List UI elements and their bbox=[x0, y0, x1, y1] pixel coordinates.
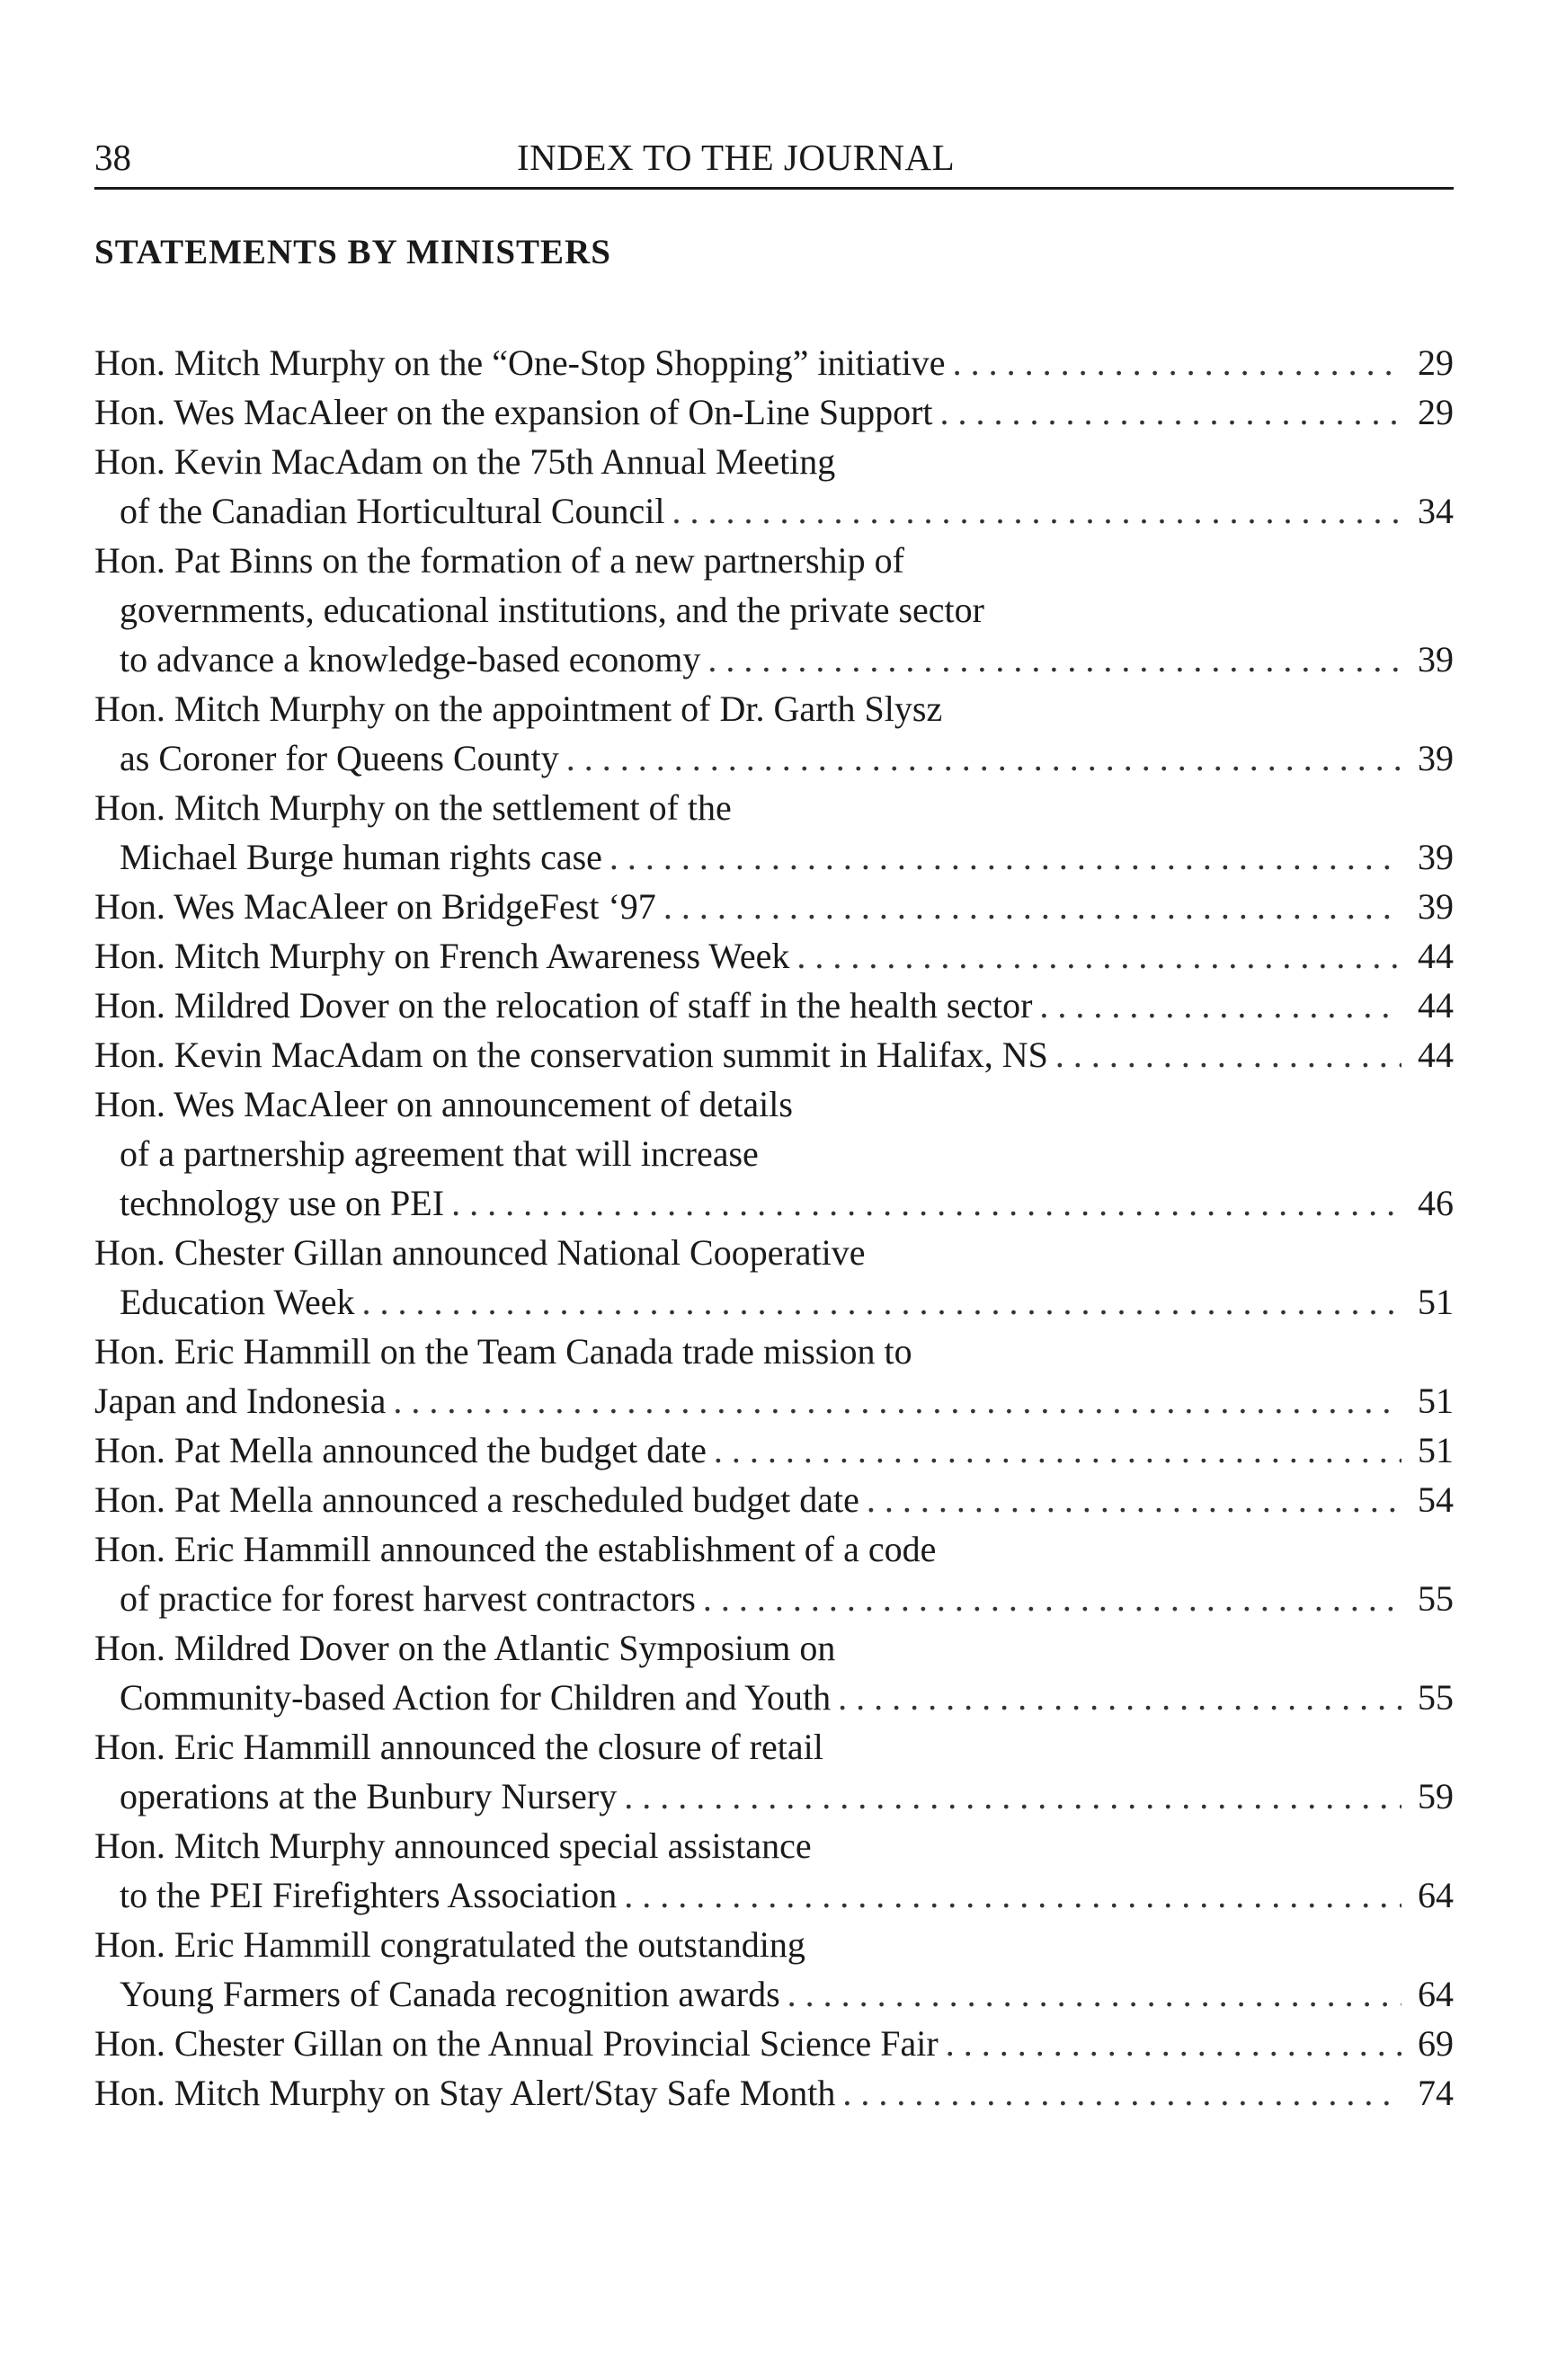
entry-line: Hon. Eric Hammill announced the establishment of a code bbox=[94, 1529, 937, 1569]
dot-leader bbox=[393, 1376, 1401, 1425]
entry-line: Michael Burge human rights case bbox=[120, 837, 602, 877]
index-entry bbox=[94, 1228, 1454, 1327]
entry-page-number: 44 bbox=[1418, 1035, 1454, 1075]
header-rule bbox=[94, 187, 1454, 190]
index-entry bbox=[94, 981, 1454, 1030]
entry-line: of practice for forest harvest contractors bbox=[120, 1578, 696, 1619]
index-entry bbox=[94, 1425, 1454, 1475]
entry-page-number: 34 bbox=[1418, 491, 1454, 531]
entry-line: to the PEI Firefighters Association bbox=[120, 1875, 618, 1915]
dot-leader bbox=[362, 1277, 1401, 1327]
running-title: INDEX TO THE JOURNAL bbox=[517, 137, 956, 178]
entry-page-number: 59 bbox=[1418, 1776, 1454, 1816]
entry-line: Hon. Mitch Murphy on French Awareness Week bbox=[94, 936, 790, 976]
running-header bbox=[94, 135, 1461, 180]
entry-final-line bbox=[94, 1425, 1454, 1475]
entry-page-number: 55 bbox=[1418, 1578, 1454, 1619]
entry-page-number: 74 bbox=[1418, 2073, 1454, 2113]
entry-line: Hon. Eric Hammill congratulated the outstanding bbox=[94, 1924, 805, 1965]
index-entry bbox=[94, 1821, 1454, 1920]
entry-page-number: 39 bbox=[1418, 837, 1454, 877]
entry-line: Hon. Kevin MacAdam on the 75th Annual Meeting bbox=[94, 441, 836, 482]
entry-line: Hon. Mitch Murphy on the appointment of Dr. Garth Slysz bbox=[94, 688, 943, 729]
entry-page-number: 51 bbox=[1418, 1381, 1454, 1421]
entry-line: Hon. Eric Hammill on the Team Canada trade mission to bbox=[94, 1331, 912, 1372]
entry-final-line bbox=[94, 1277, 1454, 1327]
dot-leader bbox=[451, 1178, 1401, 1228]
entry-final-line bbox=[94, 1772, 1454, 1821]
index-entry bbox=[94, 387, 1454, 437]
entry-final-line bbox=[94, 1574, 1454, 1623]
entry-line: governments, educational institutions, and the private sector bbox=[120, 590, 984, 630]
entry-line: Hon. Wes MacAleer on BridgeFest ‘97 bbox=[94, 886, 656, 927]
entry-page-number: 54 bbox=[1418, 1479, 1454, 1520]
entry-line: Japan and Indonesia bbox=[94, 1381, 387, 1421]
dot-leader bbox=[624, 1870, 1401, 1920]
dot-leader bbox=[787, 1969, 1401, 2019]
entry-line: Hon. Chester Gillan announced National Cooperative bbox=[94, 1232, 866, 1273]
entry-page-number: 55 bbox=[1418, 1677, 1454, 1718]
dot-leader bbox=[703, 1574, 1401, 1623]
dot-leader bbox=[1055, 1030, 1401, 1079]
section-heading: STATEMENTS BY MINISTERS bbox=[94, 233, 611, 271]
entry-line: Hon. Mildred Dover on the relocation of staff in the health sector bbox=[94, 985, 1033, 1026]
entries-list bbox=[94, 338, 1454, 2118]
entry-line: Hon. Pat Binns on the formation of a new partnership of bbox=[94, 540, 904, 581]
entry-final-line bbox=[94, 882, 1454, 931]
dot-leader bbox=[672, 486, 1401, 536]
entry-line: Hon. Pat Mella announced a rescheduled budget date bbox=[94, 1479, 859, 1520]
dot-leader bbox=[842, 2068, 1401, 2118]
entry-page-number: 39 bbox=[1418, 639, 1454, 679]
entry-line: Hon. Mitch Murphy announced special assistance bbox=[94, 1825, 812, 1866]
entry-page-number: 44 bbox=[1418, 985, 1454, 1026]
index-entry bbox=[94, 1079, 1454, 1228]
dot-leader bbox=[707, 635, 1401, 684]
entry-line: operations at the Bunbury Nursery bbox=[120, 1776, 618, 1816]
index-entry bbox=[94, 437, 1454, 536]
entry-line: Hon. Mitch Murphy on the “One-Stop Shopping” initiative bbox=[94, 342, 946, 383]
entry-final-line bbox=[94, 733, 1454, 783]
entry-line: Hon. Wes MacAleer on the expansion of On-Line Support bbox=[94, 392, 933, 432]
entry-line: Community-based Action for Children and Youth bbox=[120, 1677, 832, 1718]
index-entry bbox=[94, 536, 1454, 684]
entry-final-line bbox=[94, 338, 1454, 387]
entry-final-line bbox=[94, 2068, 1454, 2118]
dot-leader bbox=[1039, 981, 1401, 1030]
entry-line: Hon. Mitch Murphy on the settlement of the bbox=[94, 787, 732, 828]
entry-line: Hon. Mitch Murphy on Stay Alert/Stay Safe Month bbox=[94, 2073, 836, 2113]
entry-line: Hon. Pat Mella announced the budget date bbox=[94, 1430, 707, 1470]
entry-line: Young Farmers of Canada recognition awards bbox=[120, 1974, 780, 2014]
index-entry bbox=[94, 2019, 1454, 2068]
entry-page-number: 51 bbox=[1418, 1430, 1454, 1470]
dot-leader bbox=[663, 882, 1401, 931]
index-entry bbox=[94, 1327, 1454, 1425]
index-entry bbox=[94, 931, 1454, 981]
entry-final-line bbox=[94, 832, 1454, 882]
entry-final-line bbox=[94, 1475, 1454, 1524]
dot-leader bbox=[624, 1772, 1401, 1821]
entry-page-number: 64 bbox=[1418, 1974, 1454, 2014]
index-entry bbox=[94, 882, 1454, 931]
entry-final-line bbox=[94, 931, 1454, 981]
entry-page-number: 69 bbox=[1418, 2023, 1454, 2064]
entry-final-line bbox=[94, 981, 1454, 1030]
entry-final-line bbox=[94, 2019, 1454, 2068]
entry-page-number: 64 bbox=[1418, 1875, 1454, 1915]
entry-page-number: 29 bbox=[1418, 392, 1454, 432]
entry-line: Hon. Mildred Dover on the Atlantic Symposium on bbox=[94, 1628, 836, 1668]
entry-line: as Coroner for Queens County bbox=[120, 738, 559, 778]
entry-line: Hon. Wes MacAleer on announcement of details bbox=[94, 1084, 793, 1124]
entry-page-number: 46 bbox=[1418, 1183, 1454, 1223]
entry-line: of a partnership agreement that will increase bbox=[120, 1133, 759, 1174]
entry-page-number: 39 bbox=[1418, 738, 1454, 778]
dot-leader bbox=[953, 338, 1401, 387]
index-entry bbox=[94, 684, 1454, 783]
entry-line: Hon. Kevin MacAdam on the conservation summit in Halifax, NS bbox=[94, 1035, 1048, 1075]
index-entry bbox=[94, 1524, 1454, 1623]
page-number: 38 bbox=[94, 137, 131, 178]
entry-page-number: 51 bbox=[1418, 1282, 1454, 1322]
entry-page-number: 29 bbox=[1418, 342, 1454, 383]
index-entry bbox=[94, 1475, 1454, 1524]
entry-final-line bbox=[94, 1969, 1454, 2019]
entry-line: technology use on PEI bbox=[120, 1183, 445, 1223]
index-entry bbox=[94, 783, 1454, 882]
dot-leader bbox=[796, 931, 1401, 981]
dot-leader bbox=[609, 832, 1401, 882]
dot-leader bbox=[566, 733, 1401, 783]
entry-line: of the Canadian Horticultural Council bbox=[120, 491, 665, 531]
entry-final-line bbox=[94, 635, 1454, 684]
entry-line: to advance a knowledge-based economy bbox=[120, 639, 701, 679]
index-entry bbox=[94, 338, 1454, 387]
index-entry bbox=[94, 1920, 1454, 2019]
dot-leader bbox=[867, 1475, 1401, 1524]
entry-final-line bbox=[94, 1870, 1454, 1920]
entry-line: Hon. Chester Gillan on the Annual Provincial Science Fair bbox=[94, 2023, 939, 2064]
entry-page-number: 44 bbox=[1418, 936, 1454, 976]
entry-final-line bbox=[94, 486, 1454, 536]
index-page bbox=[94, 135, 1461, 2118]
dot-leader bbox=[838, 1673, 1401, 1722]
entry-line: Education Week bbox=[120, 1282, 355, 1322]
entry-final-line bbox=[94, 1673, 1454, 1722]
dot-leader bbox=[714, 1425, 1401, 1475]
entry-final-line bbox=[94, 1178, 1454, 1228]
entry-line: Hon. Eric Hammill announced the closure of retail bbox=[94, 1727, 823, 1767]
dot-leader bbox=[946, 2019, 1401, 2068]
entry-final-line bbox=[94, 1376, 1454, 1425]
dot-leader bbox=[940, 387, 1402, 437]
index-entry bbox=[94, 1030, 1454, 1079]
index-entry bbox=[94, 1623, 1454, 1722]
entry-page-number: 39 bbox=[1418, 886, 1454, 927]
index-entry bbox=[94, 1722, 1454, 1821]
entry-final-line bbox=[94, 387, 1454, 437]
index-entry bbox=[94, 2068, 1454, 2118]
entry-final-line bbox=[94, 1030, 1454, 1079]
